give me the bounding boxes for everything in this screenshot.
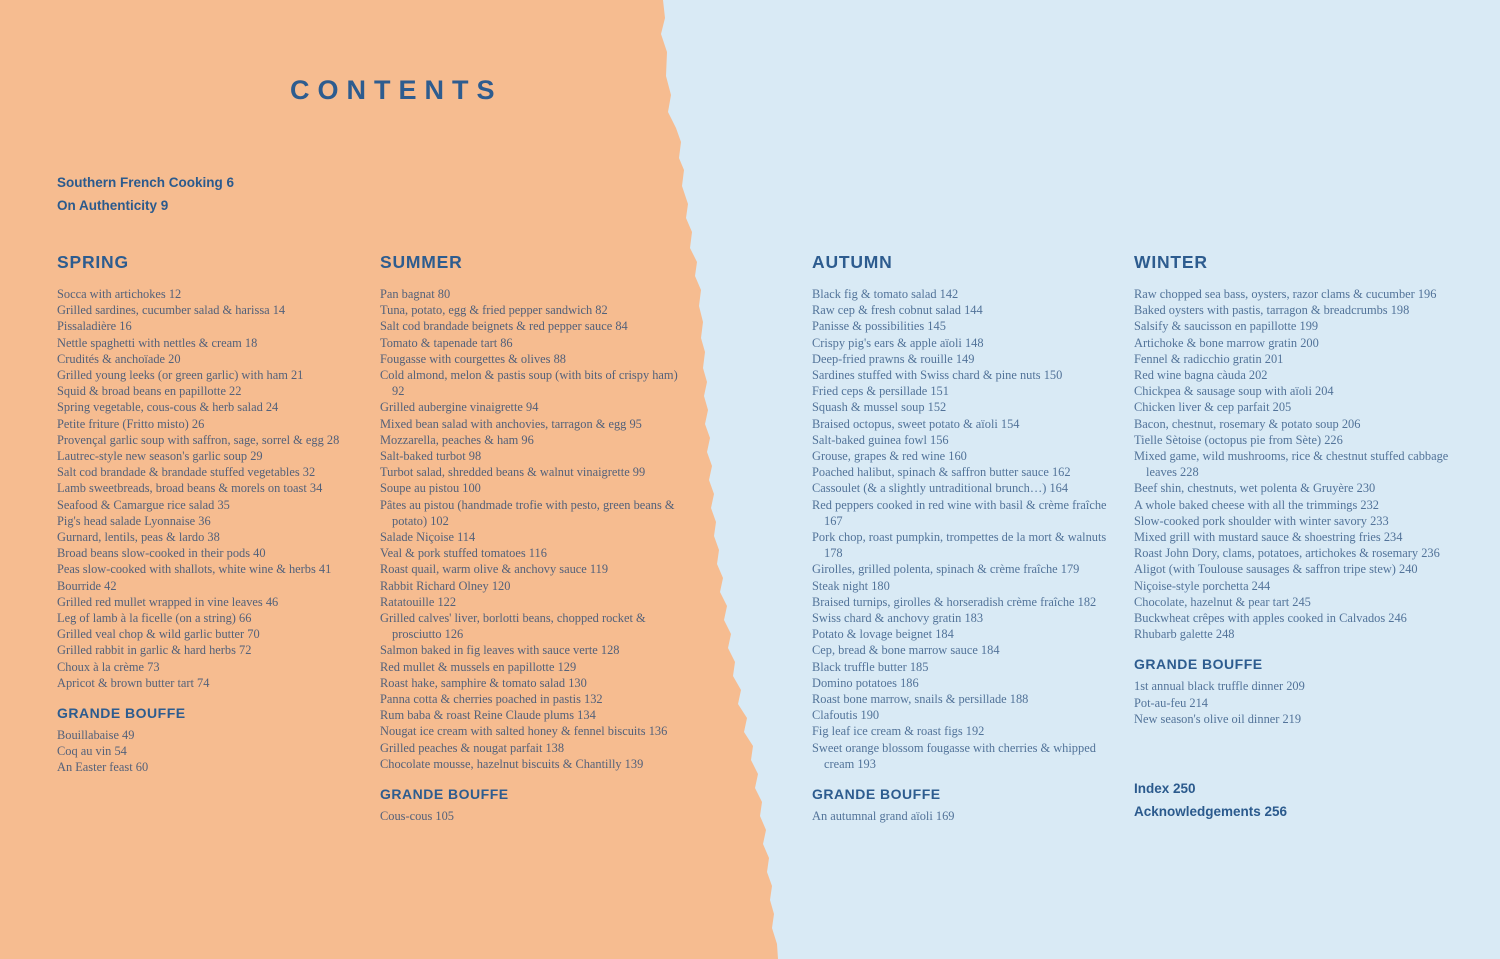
toc-entry: New season's olive oil dinner 219 (1134, 711, 1302, 726)
toc-entry: Pan bagnat 80 (380, 287, 451, 301)
toc-entry: Swiss chard & anchovy gratin 183 (812, 611, 984, 626)
toc-entry: An Easter feast 60 (57, 760, 149, 775)
toc-entry: Red peppers cooked in red wine with basil & crème fraîche 167 (812, 497, 1107, 528)
toc-entry: Salmon baked in fig leaves with sauce verte 128 (380, 643, 620, 658)
toc-entry: Fougasse with courgettes & olives 88 (380, 351, 566, 366)
toc-entry: Panna cotta & cherries poached in pastis 132 (380, 692, 603, 707)
toc-entry: Raw cep & fresh cobnut salad 144 (812, 303, 983, 318)
toc-entry: Niçoise-style porchetta 244 (1134, 578, 1271, 593)
toc-entry: Salt-baked turbot 98 (380, 449, 482, 464)
toc-entry: Pâtes au pistou (handmade trofie with pesto, green beans & potato) 102 (380, 497, 675, 528)
toc-entry: Grilled rabbit in garlic & hard herbs 72 (57, 643, 252, 658)
toc-entry: Tomato & tapenade tart 86 (380, 335, 513, 350)
intro-southern-french-cooking: Southern French Cooking 6 (57, 175, 235, 190)
toc-entry: Steak night 180 (812, 578, 890, 593)
toc-entry: Grouse, grapes & red wine 160 (812, 449, 967, 464)
autumn-entry-list (812, 286, 1127, 772)
toc-entry: Provençal garlic soup with saffron, sage, sorrel & egg 28 (57, 432, 340, 447)
spring-grande-bouffe-list (57, 727, 372, 776)
toc-entry: Fennel & radicchio gratin 201 (1134, 351, 1284, 366)
grande-bouffe-heading-summer: GRANDE BOUFFE (380, 786, 509, 803)
toc-entry: Cassoulet (& a slightly untraditional brunch…) 164 (812, 481, 1069, 496)
winter-entry-list (1134, 286, 1469, 642)
toc-entry: Domino potatoes 186 (812, 675, 919, 690)
toc-entry: A whole baked cheese with all the trimmings 232 (1134, 497, 1380, 512)
toc-entry: Leg of lamb à la ficelle (on a string) 66 (57, 611, 252, 626)
toc-entry: Rhubarb galette 248 (1134, 627, 1235, 642)
toc-entry: Clafoutis 190 (812, 708, 880, 723)
season-heading-summer: SUMMER (380, 252, 463, 272)
toc-entry: Roast hake, samphire & tomato salad 130 (380, 675, 587, 690)
toc-entry: Panisse & possibilities 145 (812, 319, 946, 334)
toc-entry: Mixed grill with mustard sauce & shoestring fries 234 (1134, 530, 1403, 545)
toc-entry: Fig leaf ice cream & roast figs 192 (812, 724, 985, 739)
toc-entry: Mozzarella, peaches & ham 96 (380, 432, 534, 447)
season-column-summer (380, 252, 690, 824)
toc-entry: Spring vegetable, cous-cous & herb salad 24 (57, 400, 279, 415)
toc-entry: Petite friture (Fritto misto) 26 (57, 416, 205, 431)
summer-grande-bouffe-list (380, 808, 690, 824)
toc-entry: Buckwheat crêpes with apples cooked in Calvados 246 (1134, 611, 1407, 626)
toc-entry: Girolles, grilled polenta, spinach & crème fraîche 179 (812, 562, 1080, 577)
toc-entry: Seafood & Camargue rice salad 35 (57, 497, 230, 512)
toc-entry: Salt-baked guinea fowl 156 (812, 432, 949, 447)
toc-entry: Crudités & anchoïade 20 (57, 351, 181, 366)
toc-entry: Pissaladière 16 (57, 319, 132, 334)
toc-entry: Pork chop, roast pumpkin, trompettes de la mort & walnuts 178 (812, 530, 1107, 561)
toc-entry: Salt cod brandade & brandade stuffed vegetables 32 (57, 465, 316, 480)
grande-bouffe-heading-winter: GRANDE BOUFFE (1134, 656, 1263, 673)
toc-entry: Black fig & tomato salad 142 (812, 287, 959, 301)
toc-entry: Raw chopped sea bass, oysters, razor clams & cucumber 196 (1134, 287, 1437, 301)
toc-entry: Grilled sardines, cucumber salad & harissa 14 (57, 303, 286, 318)
toc-entry: Bourride 42 (57, 578, 117, 593)
toc-entry: Braised octopus, sweet potato & aïoli 154 (812, 416, 1020, 431)
toc-entry: Crispy pig's ears & apple aïoli 148 (812, 335, 984, 350)
toc-entry: Deep-fried prawns & rouille 149 (812, 351, 975, 366)
toc-entry: Squash & mussel soup 152 (812, 400, 947, 415)
toc-entry: Red mullet & mussels en papillotte 129 (380, 659, 577, 674)
toc-entry: Braised turnips, girolles & horseradish crème fraîche 182 (812, 594, 1097, 609)
toc-entry: Artichoke & bone marrow gratin 200 (1134, 335, 1319, 350)
toc-entry: Chocolate mousse, hazelnut biscuits & Chantilly 139 (380, 756, 644, 771)
toc-entry: Cep, bread & bone marrow sauce 184 (812, 643, 1000, 658)
toc-entry: Slow-cooked pork shoulder with winter savory 233 (1134, 513, 1389, 528)
season-column-spring (57, 252, 372, 776)
toc-entry: Roast bone marrow, snails & persillade 188 (812, 692, 1029, 707)
toc-entry: Salade Niçoise 114 (380, 530, 476, 545)
toc-entry: Grilled veal chop & wild garlic butter 70 (57, 627, 260, 642)
intro-on-authenticity: On Authenticity 9 (57, 198, 169, 213)
toc-entry: Broad beans slow-cooked in their pods 40 (57, 546, 266, 561)
intro-links (57, 171, 234, 217)
toc-entry: Black truffle butter 185 (812, 659, 929, 674)
toc-entry: Chocolate, hazelnut & pear tart 245 (1134, 594, 1311, 609)
toc-entry: Coq au vin 54 (57, 744, 127, 759)
toc-entry: Cold almond, melon & pastis soup (with bits of crispy ham) 92 (380, 368, 678, 399)
toc-entry: Nettle spaghetti with nettles & cream 18 (57, 335, 258, 350)
page-title: CONTENTS (290, 75, 503, 105)
toc-entry: Grilled peaches & nougat parfait 138 (380, 740, 565, 755)
toc-entry: Cous-cous 105 (380, 809, 454, 824)
toc-entry: Fried ceps & persillade 151 (812, 384, 949, 399)
toc-entry: 1st annual black truffle dinner 209 (1134, 679, 1305, 694)
toc-entry: Potato & lovage beignet 184 (812, 627, 954, 642)
toc-entry: Peas slow-cooked with shallots, white wine & herbs 41 (57, 562, 332, 577)
acknowledgements-link: Acknowledgements 256 (1134, 804, 1288, 820)
toc-entry: Aligot (with Toulouse sausages & saffron tripe stew) 240 (1134, 562, 1418, 577)
toc-entry: Salsify & saucisson en papillotte 199 (1134, 319, 1319, 334)
toc-entry: Chickpea & sausage soup with aïoli 204 (1134, 384, 1334, 399)
toc-entry: Socca with artichokes 12 (57, 287, 182, 301)
spring-entry-list (57, 286, 372, 691)
toc-entry: Poached halibut, spinach & saffron butter sauce 162 (812, 465, 1071, 480)
toc-entry: Tielle Sètoise (octopus pie from Sète) 226 (1134, 432, 1343, 447)
toc-entry: Baked oysters with pastis, tarragon & breadcrumbs 198 (1134, 303, 1410, 318)
toc-entry: Bouillabaise 49 (57, 728, 135, 743)
toc-entry: Mixed bean salad with anchovies, tarragon & egg 95 (380, 416, 642, 431)
toc-entry: Veal & pork stuffed tomatoes 116 (380, 546, 547, 561)
toc-entry: Bacon, chestnut, rosemary & potato soup 206 (1134, 416, 1361, 431)
season-column-autumn (812, 252, 1127, 824)
toc-entry: Apricot & brown butter tart 74 (57, 675, 210, 690)
toc-entry: An autumnal grand aïoli 169 (812, 809, 955, 824)
toc-entry: Choux à la crème 73 (57, 659, 160, 674)
toc-entry: Pig's head salade Lyonnaise 36 (57, 513, 211, 528)
toc-entry: Pot-au-feu 214 (1134, 695, 1208, 710)
toc-entry: Lamb sweetbreads, broad beans & morels on toast 34 (57, 481, 323, 496)
toc-entry: Grilled red mullet wrapped in vine leaves 46 (57, 594, 279, 609)
toc-entry: Rabbit Richard Olney 120 (380, 578, 511, 593)
toc-entry: Salt cod brandade beignets & red pepper sauce 84 (380, 319, 628, 334)
toc-entry: Roast John Dory, clams, potatoes, artichokes & rosemary 236 (1134, 546, 1440, 561)
season-column-winter (1134, 252, 1469, 823)
toc-entry: Grilled young leeks (or green garlic) with ham 21 (57, 368, 304, 383)
season-heading-winter: WINTER (1134, 252, 1208, 272)
toc-entry: Squid & broad beans en papillotte 22 (57, 384, 242, 399)
toc-entry: Beef shin, chestnuts, wet polenta & Gruyère 230 (1134, 481, 1376, 496)
toc-entry: Grilled aubergine vinaigrette 94 (380, 400, 539, 415)
winter-grande-bouffe-list (1134, 678, 1469, 727)
index-link: Index 250 (1134, 781, 1196, 797)
toc-entry: Chicken liver & cep parfait 205 (1134, 400, 1292, 415)
back-matter-links (1134, 777, 1469, 823)
season-heading-spring: SPRING (57, 252, 129, 272)
toc-entry: Sweet orange blossom fougasse with cherries & whipped cream 193 (812, 740, 1096, 771)
autumn-grande-bouffe-list (812, 808, 1127, 824)
summer-entry-list (380, 286, 690, 772)
season-heading-autumn: AUTUMN (812, 252, 893, 272)
toc-entry: Soupe au pistou 100 (380, 481, 481, 496)
toc-entry: Gurnard, lentils, peas & lardo 38 (57, 530, 220, 545)
toc-entry: Sardines stuffed with Swiss chard & pine nuts 150 (812, 368, 1063, 383)
toc-entry: Turbot salad, shredded beans & walnut vinaigrette 99 (380, 465, 646, 480)
toc-entry: Red wine bagna càuda 202 (1134, 368, 1268, 383)
toc-entry: Roast quail, warm olive & anchovy sauce 119 (380, 562, 609, 577)
toc-entry: Mixed game, wild mushrooms, rice & chestnut stuffed cabbage leaves 228 (1134, 449, 1449, 480)
toc-entry: Ratatouille 122 (380, 594, 457, 609)
toc-entry: Grilled calves' liver, borlotti beans, chopped rocket & prosciutto 126 (380, 611, 646, 642)
grande-bouffe-heading-autumn: GRANDE BOUFFE (812, 786, 941, 803)
toc-entry: Lautrec-style new season's garlic soup 29 (57, 449, 263, 464)
toc-entry: Nougat ice cream with salted honey & fennel biscuits 136 (380, 724, 668, 739)
toc-entry: Rum baba & roast Reine Claude plums 134 (380, 708, 596, 723)
toc-entry: Tuna, potato, egg & fried pepper sandwich 82 (380, 303, 608, 318)
grande-bouffe-heading-spring: GRANDE BOUFFE (57, 705, 186, 722)
